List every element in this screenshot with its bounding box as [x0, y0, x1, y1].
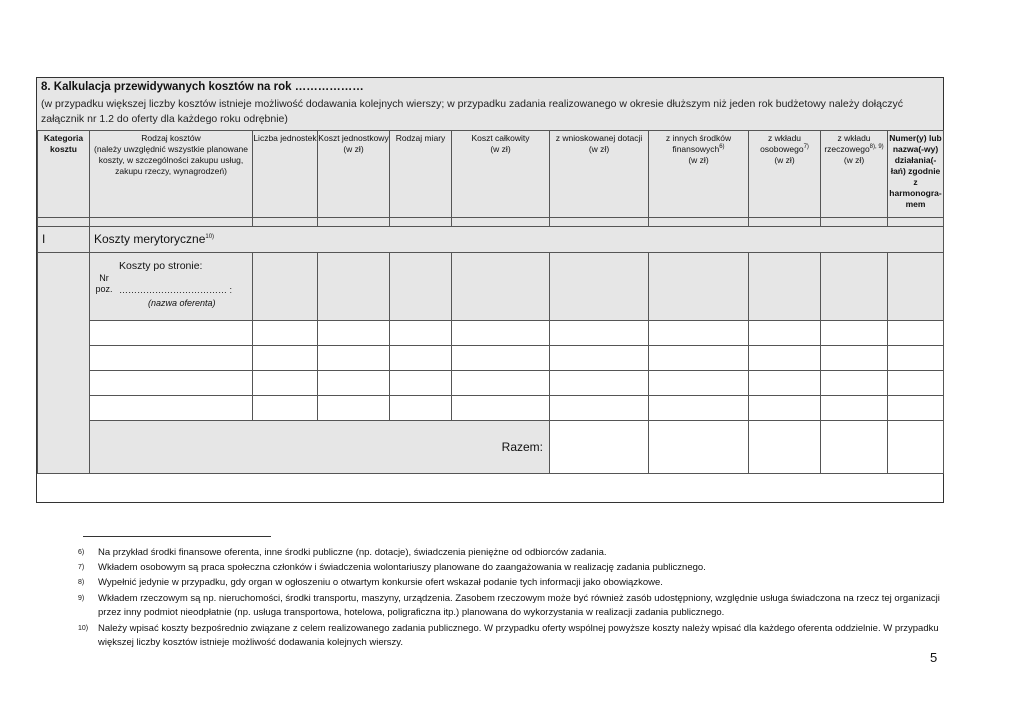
col-rodzaj-miary: Rodzaj miary: [390, 131, 452, 218]
oferent-row: [38, 253, 944, 321]
razem-osobowy[interactable]: [821, 421, 888, 474]
section-title: 8. Kalkulacja przewidywanych kosztów na rok ………………: [41, 81, 364, 93]
header-row: [38, 131, 944, 218]
separator-row: [38, 218, 944, 227]
koszty-po-stronie-label: Koszty po stronie:: [119, 260, 203, 272]
col-koszt-jednostkowy: Koszt jednostkowy (w zł): [318, 131, 390, 218]
table-row[interactable]: [38, 321, 944, 346]
razem-rzeczowy[interactable]: [888, 421, 944, 474]
category-label: Koszty merytoryczne$^{10)}$: [90, 227, 944, 253]
col-wklad-rzeczowy: z wkładu rzeczowego$^{8), 9)}$ (w zł): [821, 131, 888, 218]
oferent-cell[interactable]: [90, 253, 253, 321]
cost-table: [37, 130, 944, 474]
razem-koszt-calkowity[interactable]: [550, 421, 649, 474]
razem-inne[interactable]: [749, 421, 821, 474]
table-row[interactable]: [38, 371, 944, 396]
category-number: I: [38, 227, 90, 253]
category-cell-shaded: [38, 253, 90, 474]
table-row[interactable]: [38, 346, 944, 371]
category-row: [38, 227, 944, 253]
razem-label: Razem:: [90, 421, 550, 474]
table-row[interactable]: [38, 396, 944, 421]
section-note: (w przypadku większej liczby kosztów istnieje możliwość dodawania kolejnych wierszy; w przypadku zadania realizowanego w okresie dłuższym niż jeden rok budżetowy należy dołączyć załącznik nr 1.2 do oferty dla każdego roku odrębnie): [41, 98, 903, 125]
col-z-innych-srodkow: z innych środków finansowych$^{6)}$ (w zł): [649, 131, 749, 218]
oferent-dots: ……………………………… :: [119, 285, 233, 295]
col-rodzaj-kosztow: Rodzaj kosztów (należy uwzględnić wszystkie planowane koszty, w szczególności zakupu usług, zakupu rzeczy, wynagrodzeń): [90, 131, 253, 218]
col-liczba-jednostek: Liczba jednostek: [253, 131, 318, 218]
page-number: 5: [930, 650, 938, 665]
oferent-name-hint: (nazwa oferenta): [148, 298, 216, 308]
cost-calculation-form: [36, 77, 944, 503]
razem-dotacja[interactable]: [649, 421, 749, 474]
col-koszt-calkowity: Koszt całkowity (w zł): [452, 131, 550, 218]
col-wklad-osobowy: z wkładu osobowego$^{7)}$ (w zł): [749, 131, 821, 218]
nr-poz-label: Nr poz.: [95, 273, 113, 294]
razem-row: [38, 421, 944, 474]
col-harmonogram: Numer(y) lub nazwa(-wy) działania(-łań) zgodnie z harmonogra-mem: [888, 131, 944, 218]
section-header: [37, 78, 943, 131]
col-z-dotacji: z wnioskowanej dotacji (w zł): [550, 131, 649, 218]
footnote-separator: [83, 536, 271, 537]
col-kategoria: Kategoria kosztu: [38, 131, 90, 218]
